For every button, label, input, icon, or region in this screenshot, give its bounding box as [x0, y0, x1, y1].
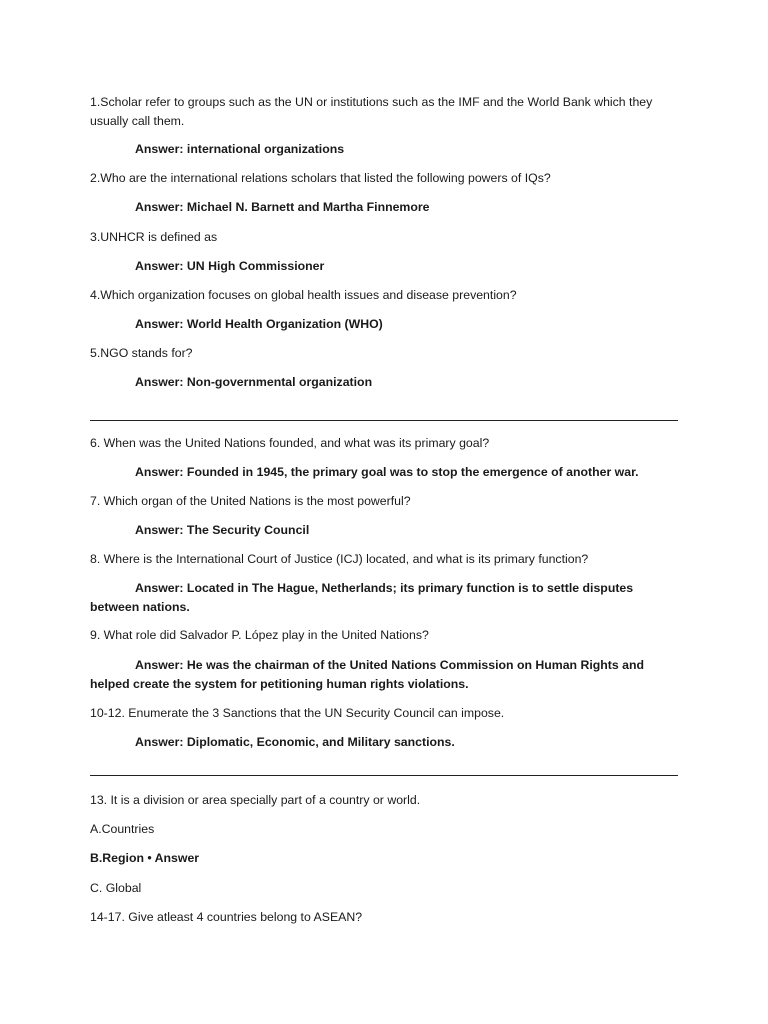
option-b-answer: B.Region • Answer [90, 851, 200, 865]
question-6: 6. When was the United Nations founded, and what was its primary goal? [90, 436, 490, 450]
option-a: A.Countries [90, 822, 155, 836]
question-10-12: 10-12. Enumerate the 3 Sanctions that the UN Security Council can impose. [90, 706, 505, 720]
section-divider-1 [90, 420, 678, 421]
answer-8: Answer: Located in The Hague, Netherlands; its primary function is to settle disputes between nations. [90, 581, 634, 614]
question-3: 3.UNHCR is defined as [90, 230, 218, 244]
question-14-17: 14-17. Give atleast 4 countries belong to ASEAN? [90, 910, 363, 924]
answer-5: Answer: Non-governmental organization [135, 375, 373, 389]
section-divider-2 [90, 775, 678, 776]
answer-9: Answer: He was the chairman of the United Nations Commission on Human Rights and helped create the system for petitioning human rights violations. [90, 658, 645, 691]
question-9: 9. What role did Salvador P. López play in the United Nations? [90, 628, 429, 642]
question-1: 1.Scholar refer to groups such as the UN or institutions such as the IMF and the World Bank which they usually call them. [90, 95, 653, 128]
question-2: 2.Who are the international relations scholars that listed the following powers of IQs? [90, 171, 551, 185]
question-7: 7. Which organ of the United Nations is the most powerful? [90, 494, 411, 508]
answer-2: Answer: Michael N. Barnett and Martha Finnemore [135, 200, 430, 214]
question-5: 5.NGO stands for? [90, 346, 193, 360]
answer-10-12: Answer: Diplomatic, Economic, and Military sanctions. [135, 735, 455, 749]
answer-6: Answer: Founded in 1945, the primary goal was to stop the emergence of another war. [135, 465, 639, 479]
answer-4: Answer: World Health Organization (WHO) [135, 317, 383, 331]
option-c: C. Global [90, 881, 142, 895]
answer-3: Answer: UN High Commissioner [135, 259, 325, 273]
question-4: 4.Which organization focuses on global health issues and disease prevention? [90, 288, 517, 302]
answer-7: Answer: The Security Council [135, 523, 310, 537]
question-8: 8. Where is the International Court of Justice (ICJ) located, and what is its primary function? [90, 552, 589, 566]
question-13: 13. It is a division or area specially part of a country or world. [90, 793, 421, 807]
answer-1: Answer: international organizations [135, 142, 345, 156]
